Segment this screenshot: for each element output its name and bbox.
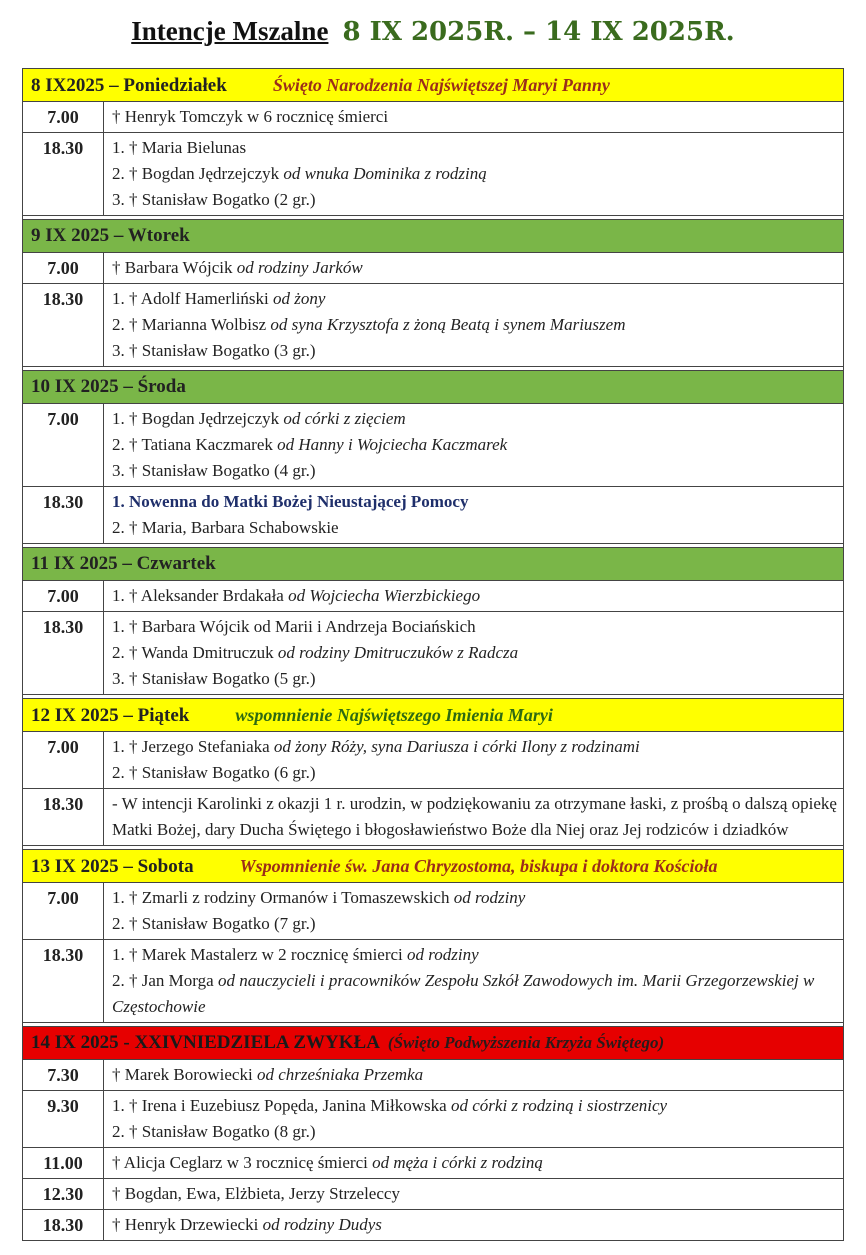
mass-row [23, 253, 843, 284]
intention-text: 2. † Marianna Wolbisz [112, 315, 267, 334]
intention-dedication: od rodziny Dudys [262, 1215, 382, 1234]
mass-time: 7.00 [23, 253, 104, 283]
mass-time: 7.00 [23, 102, 104, 132]
mass-row [23, 284, 843, 367]
intention-dedication: od żony [273, 289, 326, 308]
feast-label: Święto Narodzenia Najświętszej Maryi Panny [272, 75, 610, 95]
intention-text: 1. † Marek Mastalerz w 2 rocznicę śmierci [112, 945, 403, 964]
intention-item [112, 406, 837, 432]
intention-item [112, 1212, 837, 1238]
mass-time: 7.00 [23, 883, 104, 939]
intention-list [104, 404, 843, 486]
day-label: 8 IX2025 – Poniedziałek [31, 75, 227, 96]
mass-time: 9.30 [23, 1091, 104, 1147]
intention-text: 2. † Stanisław Bogatko (8 gr.) [112, 1122, 316, 1141]
intention-item [112, 791, 837, 843]
intention-text: 1. † Barbara Wójcik od Marii i Andrzeja Bociańskich [112, 617, 476, 636]
intention-dedication: od rodziny [453, 888, 526, 907]
mass-row [23, 1091, 843, 1148]
mass-row [23, 732, 843, 789]
intention-item [112, 583, 837, 609]
day-header [23, 850, 843, 883]
day-label: 14 IX 2025 - XXIVNIEDZIELA ZWYKŁA [31, 1032, 380, 1053]
intention-text: † Barbara Wójcik [112, 258, 233, 277]
intention-list [104, 284, 843, 366]
intention-text: 1. † Bogdan Jędrzejczyk [112, 409, 280, 428]
intention-dedication: od Hanny i Wojciecha Kaczmarek [277, 435, 508, 454]
mass-time: 11.00 [23, 1148, 104, 1178]
intention-dedication: od córki z zięciem [283, 409, 406, 428]
intention-text: † Alicja Ceglarz w 3 rocznicę śmierci [112, 1153, 368, 1172]
title-date-range: 8 IX 2025R. – 14 IX 2025R. [342, 17, 735, 47]
day-label: 13 IX 2025 – Sobota [31, 856, 194, 877]
intention-text: 1. † Jerzego Stefaniaka [112, 737, 270, 756]
intention-item [112, 104, 837, 130]
day-header [23, 69, 843, 102]
intention-list [104, 940, 843, 1022]
intention-item [112, 515, 837, 541]
mass-time: 18.30 [23, 789, 104, 845]
day-header [23, 220, 843, 253]
intention-item [112, 640, 837, 666]
intention-list [104, 789, 843, 845]
intention-dedication: od córki z rodziną i siostrzenicy [450, 1096, 668, 1115]
mass-row [23, 404, 843, 487]
intention-item [112, 666, 837, 692]
intention-text: 2. † Maria, Barbara Schabowskie [112, 518, 339, 537]
intention-list [104, 883, 843, 939]
intention-text: † Henryk Drzewiecki [112, 1215, 259, 1234]
mass-time: 18.30 [23, 133, 104, 215]
intention-item [112, 1181, 837, 1207]
intention-item [112, 432, 837, 458]
intention-list [104, 1148, 843, 1178]
intention-list [104, 1091, 843, 1147]
intention-dedication: od Wojciecha Wierzbickiego [288, 586, 481, 605]
day-header [23, 548, 843, 581]
mass-row [23, 1060, 843, 1091]
day-header [23, 1027, 843, 1060]
intention-list [104, 253, 843, 283]
feast-label: (Święto Podwyższenia Krzyża Świętego) [387, 1033, 665, 1052]
intention-item [112, 968, 837, 1020]
mass-time: 7.00 [23, 581, 104, 611]
intention-dedication: od syna Krzysztofa z żoną Beatą i synem Mariuszem [270, 315, 626, 334]
intention-list [104, 487, 843, 543]
intention-text: 2. † Jan Morga [112, 971, 214, 990]
intention-item [112, 1119, 837, 1145]
intention-item [112, 489, 837, 515]
mass-time: 18.30 [23, 487, 104, 543]
intention-item [112, 942, 837, 968]
feast-label: wspomnienie Najświętszego Imienia Maryi [235, 705, 553, 725]
intention-list [104, 1210, 843, 1240]
intention-item [112, 1150, 837, 1176]
intention-text: 1. Nowenna do Matki Bożej Nieustającej Pomocy [112, 492, 469, 511]
page-title [0, 14, 866, 49]
intention-text: † Henryk Tomczyk w 6 rocznicę śmierci [112, 107, 389, 126]
intention-item [112, 286, 837, 312]
mass-row [23, 612, 843, 695]
mass-time: 7.30 [23, 1060, 104, 1090]
mass-time: 18.30 [23, 284, 104, 366]
intention-item [112, 161, 837, 187]
intention-text: 2. † Stanisław Bogatko (6 gr.) [112, 763, 316, 782]
day-label: 10 IX 2025 – Środa [31, 376, 186, 397]
intention-text: 1. † Aleksander Brdakała [112, 586, 284, 605]
intention-item [112, 760, 837, 786]
feast-label: Wspomnienie św. Jana Chryzostoma, biskupa i doktora Kościoła [239, 856, 718, 876]
intention-text: - W intencji Karolinki z okazji 1 r. urodzin, w podziękowaniu za otrzymane łaski, z prośbą o dalszą opiekę Matki Bożej, dary Ducha Świętego i błogosławieństwo Boże dla Niej oraz Jej rodziców i dziadków [112, 794, 837, 839]
title-text: Intencje Mszalne [131, 16, 329, 46]
intention-list [104, 133, 843, 215]
intention-list [104, 102, 843, 132]
intention-item [112, 338, 837, 364]
intention-text: 1. † Maria Bielunas [112, 138, 247, 157]
mass-time: 7.00 [23, 732, 104, 788]
intention-text: 2. † Stanisław Bogatko (7 gr.) [112, 914, 316, 933]
intention-dedication: od wnuka Dominika z rodziną [283, 164, 487, 183]
intention-text: 3. † Stanisław Bogatko (3 gr.) [112, 341, 316, 360]
schedule-table [22, 68, 844, 1241]
intention-list [104, 581, 843, 611]
day-label: 9 IX 2025 – Wtorek [31, 225, 190, 246]
intention-item [112, 312, 837, 338]
intention-list [104, 1179, 843, 1209]
intention-dedication: od chrześniaka Przemka [256, 1065, 424, 1084]
intention-dedication: od męża i córki z rodziną [372, 1153, 543, 1172]
intention-text: 2. † Bogdan Jędrzejczyk [112, 164, 280, 183]
intention-dedication: od rodziny Jarków [236, 258, 363, 277]
intention-text: 1. † Adolf Hamerliński [112, 289, 269, 308]
intention-item [112, 458, 837, 484]
intention-text: † Bogdan, Ewa, Elżbieta, Jerzy Strzeleccy [112, 1184, 400, 1203]
intention-item [112, 734, 837, 760]
intention-text: 1. † Irena i Euzebiusz Popęda, Janina Miłkowska [112, 1096, 447, 1115]
intention-item [112, 1062, 837, 1088]
mass-row [23, 1179, 843, 1210]
intention-text: 3. † Stanisław Bogatko (2 gr.) [112, 190, 316, 209]
intention-list [104, 612, 843, 694]
intention-item [112, 255, 837, 281]
mass-row [23, 940, 843, 1023]
day-header [23, 699, 843, 732]
mass-row [23, 883, 843, 940]
mass-time: 18.30 [23, 940, 104, 1022]
intention-text: † Marek Borowiecki [112, 1065, 253, 1084]
intention-text: 2. † Wanda Dmitruczuk [112, 643, 274, 662]
intention-text: 3. † Stanisław Bogatko (5 gr.) [112, 669, 316, 688]
mass-row [23, 789, 843, 846]
intention-item [112, 135, 837, 161]
intention-item [112, 1093, 837, 1119]
mass-time: 18.30 [23, 612, 104, 694]
intention-dedication: od rodziny Dmitruczuków z Radcza [277, 643, 519, 662]
intention-text: 1. † Zmarli z rodziny Ormanów i Tomaszewskich [112, 888, 450, 907]
day-header [23, 371, 843, 404]
mass-row [23, 133, 843, 216]
intention-dedication: od rodziny [407, 945, 479, 964]
intention-text: 3. † Stanisław Bogatko (4 gr.) [112, 461, 316, 480]
intention-dedication: od żony Róży, syna Dariusza i córki Ilony z rodzinami [273, 737, 640, 756]
day-label: 12 IX 2025 – Piątek [31, 705, 190, 726]
mass-row [23, 581, 843, 612]
mass-row [23, 102, 843, 133]
mass-time: 7.00 [23, 404, 104, 486]
mass-row [23, 1210, 843, 1241]
intention-dedication: od nauczycieli i pracowników Zespołu Szkół Zawodowych im. Marii Grzegorzewskiej w Częstochowie [112, 971, 815, 1016]
intention-item [112, 911, 837, 937]
mass-time: 12.30 [23, 1179, 104, 1209]
intention-item [112, 614, 837, 640]
mass-time: 18.30 [23, 1210, 104, 1240]
intention-item [112, 187, 837, 213]
mass-row [23, 487, 843, 544]
intention-text: 2. † Tatiana Kaczmarek [112, 435, 273, 454]
day-label: 11 IX 2025 – Czwartek [31, 553, 216, 574]
intention-list [104, 1060, 843, 1090]
intention-list [104, 732, 843, 788]
mass-row [23, 1148, 843, 1179]
intention-item [112, 885, 837, 911]
